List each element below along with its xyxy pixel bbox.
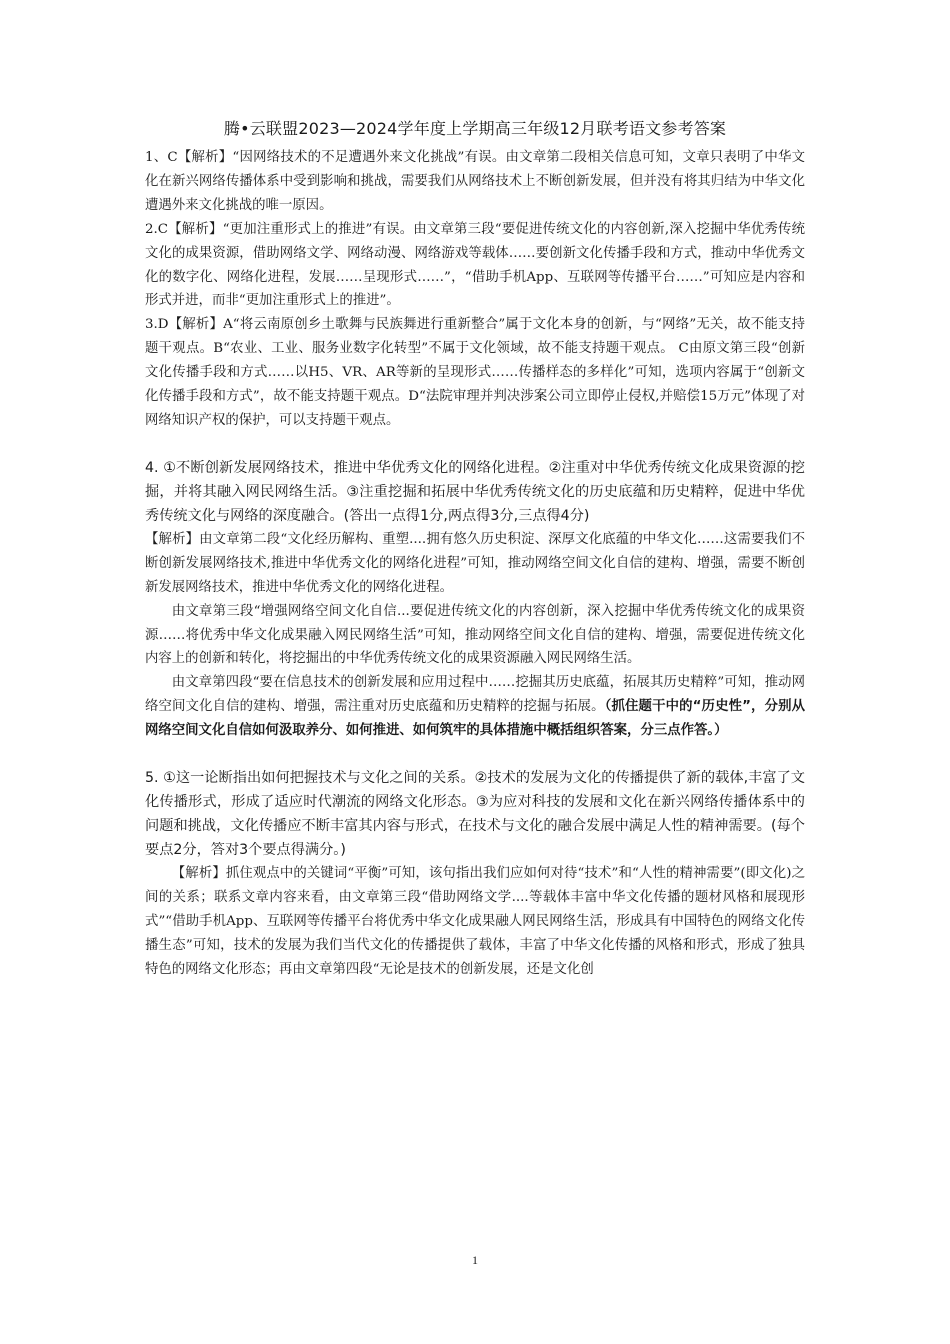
question-2-analysis: 2.C【解析】“更加注重形式上的推进”有误。由文章第三段“要促进传统文化的内容创新,深入挖掘中华优秀传统文化的成果资源，借助网络文学、网络动漫、网络游戏等载体……要创新文化传播手段和方式，推动中华优秀文化的数字化、网络化进程，发展……呈现形式……”，“借助手机App、互联网等传播平台……”可知应是内容和形式并进，而非“更加注重形式上的推进”。 [145, 221, 805, 309]
question-4-analysis-2: 由文章第三段“增强网络空间文化自信...要促进传统文化的内容创新，深入挖掘中华优秀传统文化的成果资源……将优秀中华文化成果融入网民网络生活”可知，推动网络空间文化自信的建构、增强，需要促进传统文化内容上的创新和转化，将挖掘出的中华优秀传统文化的成果资源融入网民网络生活。 [145, 603, 805, 667]
question-4-analysis-3 [145, 671, 805, 743]
document-title: 腾•云联盟2023—2024学年度上学期高三年级12月联考语文参考答案 [223, 119, 727, 138]
page-number: 1 [472, 1253, 478, 1267]
question-3-analysis: 3.D【解析】A“将云南原创乡土歌舞与民族舞进行重新整合”属于文化本身的创新，与“网络”无关，故不能支持题干观点。B“农业、工业、服务业数字化转型”不属于文化领域，故不能支持题干观点。 C由原文第三段“创新文化传播手段和方式……以H5、VR、AR等新的呈现形式……传播样态的多样化”可知，选项内容属于“创新文化传播手段和方式”，故不能支持题干观点。D“法院审理并判决涉案公司立即停止侵权,并赔偿15万元”体现了对网络知识产权的保护，可以支持题干观点。 [145, 317, 805, 428]
document-page [145, 118, 805, 982]
question-4-analysis-3-text: 由文章第四段“要在信息技术的创新发展和应用过程中……挖掘其历史底蕴，拓展其历史精粹”可知，推动网络空间文化自信的建构、增强，需注重对历史底蕴和历史精粹的挖掘与拓展。 [145, 675, 805, 715]
question-1-analysis: 1、C【解析】“因网络技术的不足遭遇外来文化挑战”有误。由文章第二段相关信息可知，文章只表明了中华文化在新兴网络传播体系中受到影响和挑战，需要我们从网络技术上不断创新发展，但并没有将其归结为中华文化遭遇外来文化挑战的唯一原因。 [145, 150, 805, 213]
question-4-answer: 4. ①不断创新发展网络技术，推进中华优秀文化的网络化进程。②注重对中华优秀传统文化成果资源的挖掘，并将其融入网民网络生活。③注重挖掘和拓展中华优秀传统文化的历史底蕴和历史精粹，促进中华优秀传统文化与网络的深度融合。(答出一点得1分,两点得3分,三点得4分) [145, 459, 805, 524]
question-4-analysis-1: 【解析】由文章第二段“文化经历解构、重塑....拥有悠久历史积淀、深厚文化底蕴的中华文化……这需要我们不断创新发展网络技术,推进中华优秀文化的网络化进程”可知，推动网络空间文化自信的建构、增强，需要不断创新发展网络技术，推进中华优秀文化的网络化进程。 [145, 531, 805, 595]
question-5-analysis: 【解析】抓住观点中的关键词“平衡”可知，该句指出我们应如何对待“技术”和“人性的精神需要”(即文化)之间的关系；联系文章内容来看，由文章第三段“借助网络文学....等载体丰富中华文化传播的题材风格和展现形式”“借助手机App、互联网等传播平台将优秀中华文化成果融人网民网络生活，形成具有中国特色的网络文化传播生态”可知，技术的发展为我们当代文化的传播提供了载体，丰富了中华文化传播的风格和形式，形成了独具特色的网络文化形态；再由文章第四段“无论是技术的创新发展，还是文化创 [145, 866, 805, 977]
question-4-answer-tip: （抓住题干中的“历史性”，分别从网络空间文化自信如何汲取养分、如何推进、如何筑牢的具体措施中概括组织答案，分三点作答。） [145, 699, 805, 739]
spacer [145, 743, 805, 766]
question-5-answer: 5. ①这一论断指出如何把握技术与文化之间的关系。②技术的发展为文化的传播提供了新的载体,丰富了文化传播形式，形成了适应时代潮流的网络文化形态。③为应对科技的发展和文化在新兴网络传播体系中的问题和挑战，文化传播应不断丰富其内容与形式，在技术与文化的融合发展中满足人性的精神需要。(每个要点2分，答对3个要点得满分。) [145, 770, 805, 859]
spacer [145, 433, 805, 456]
